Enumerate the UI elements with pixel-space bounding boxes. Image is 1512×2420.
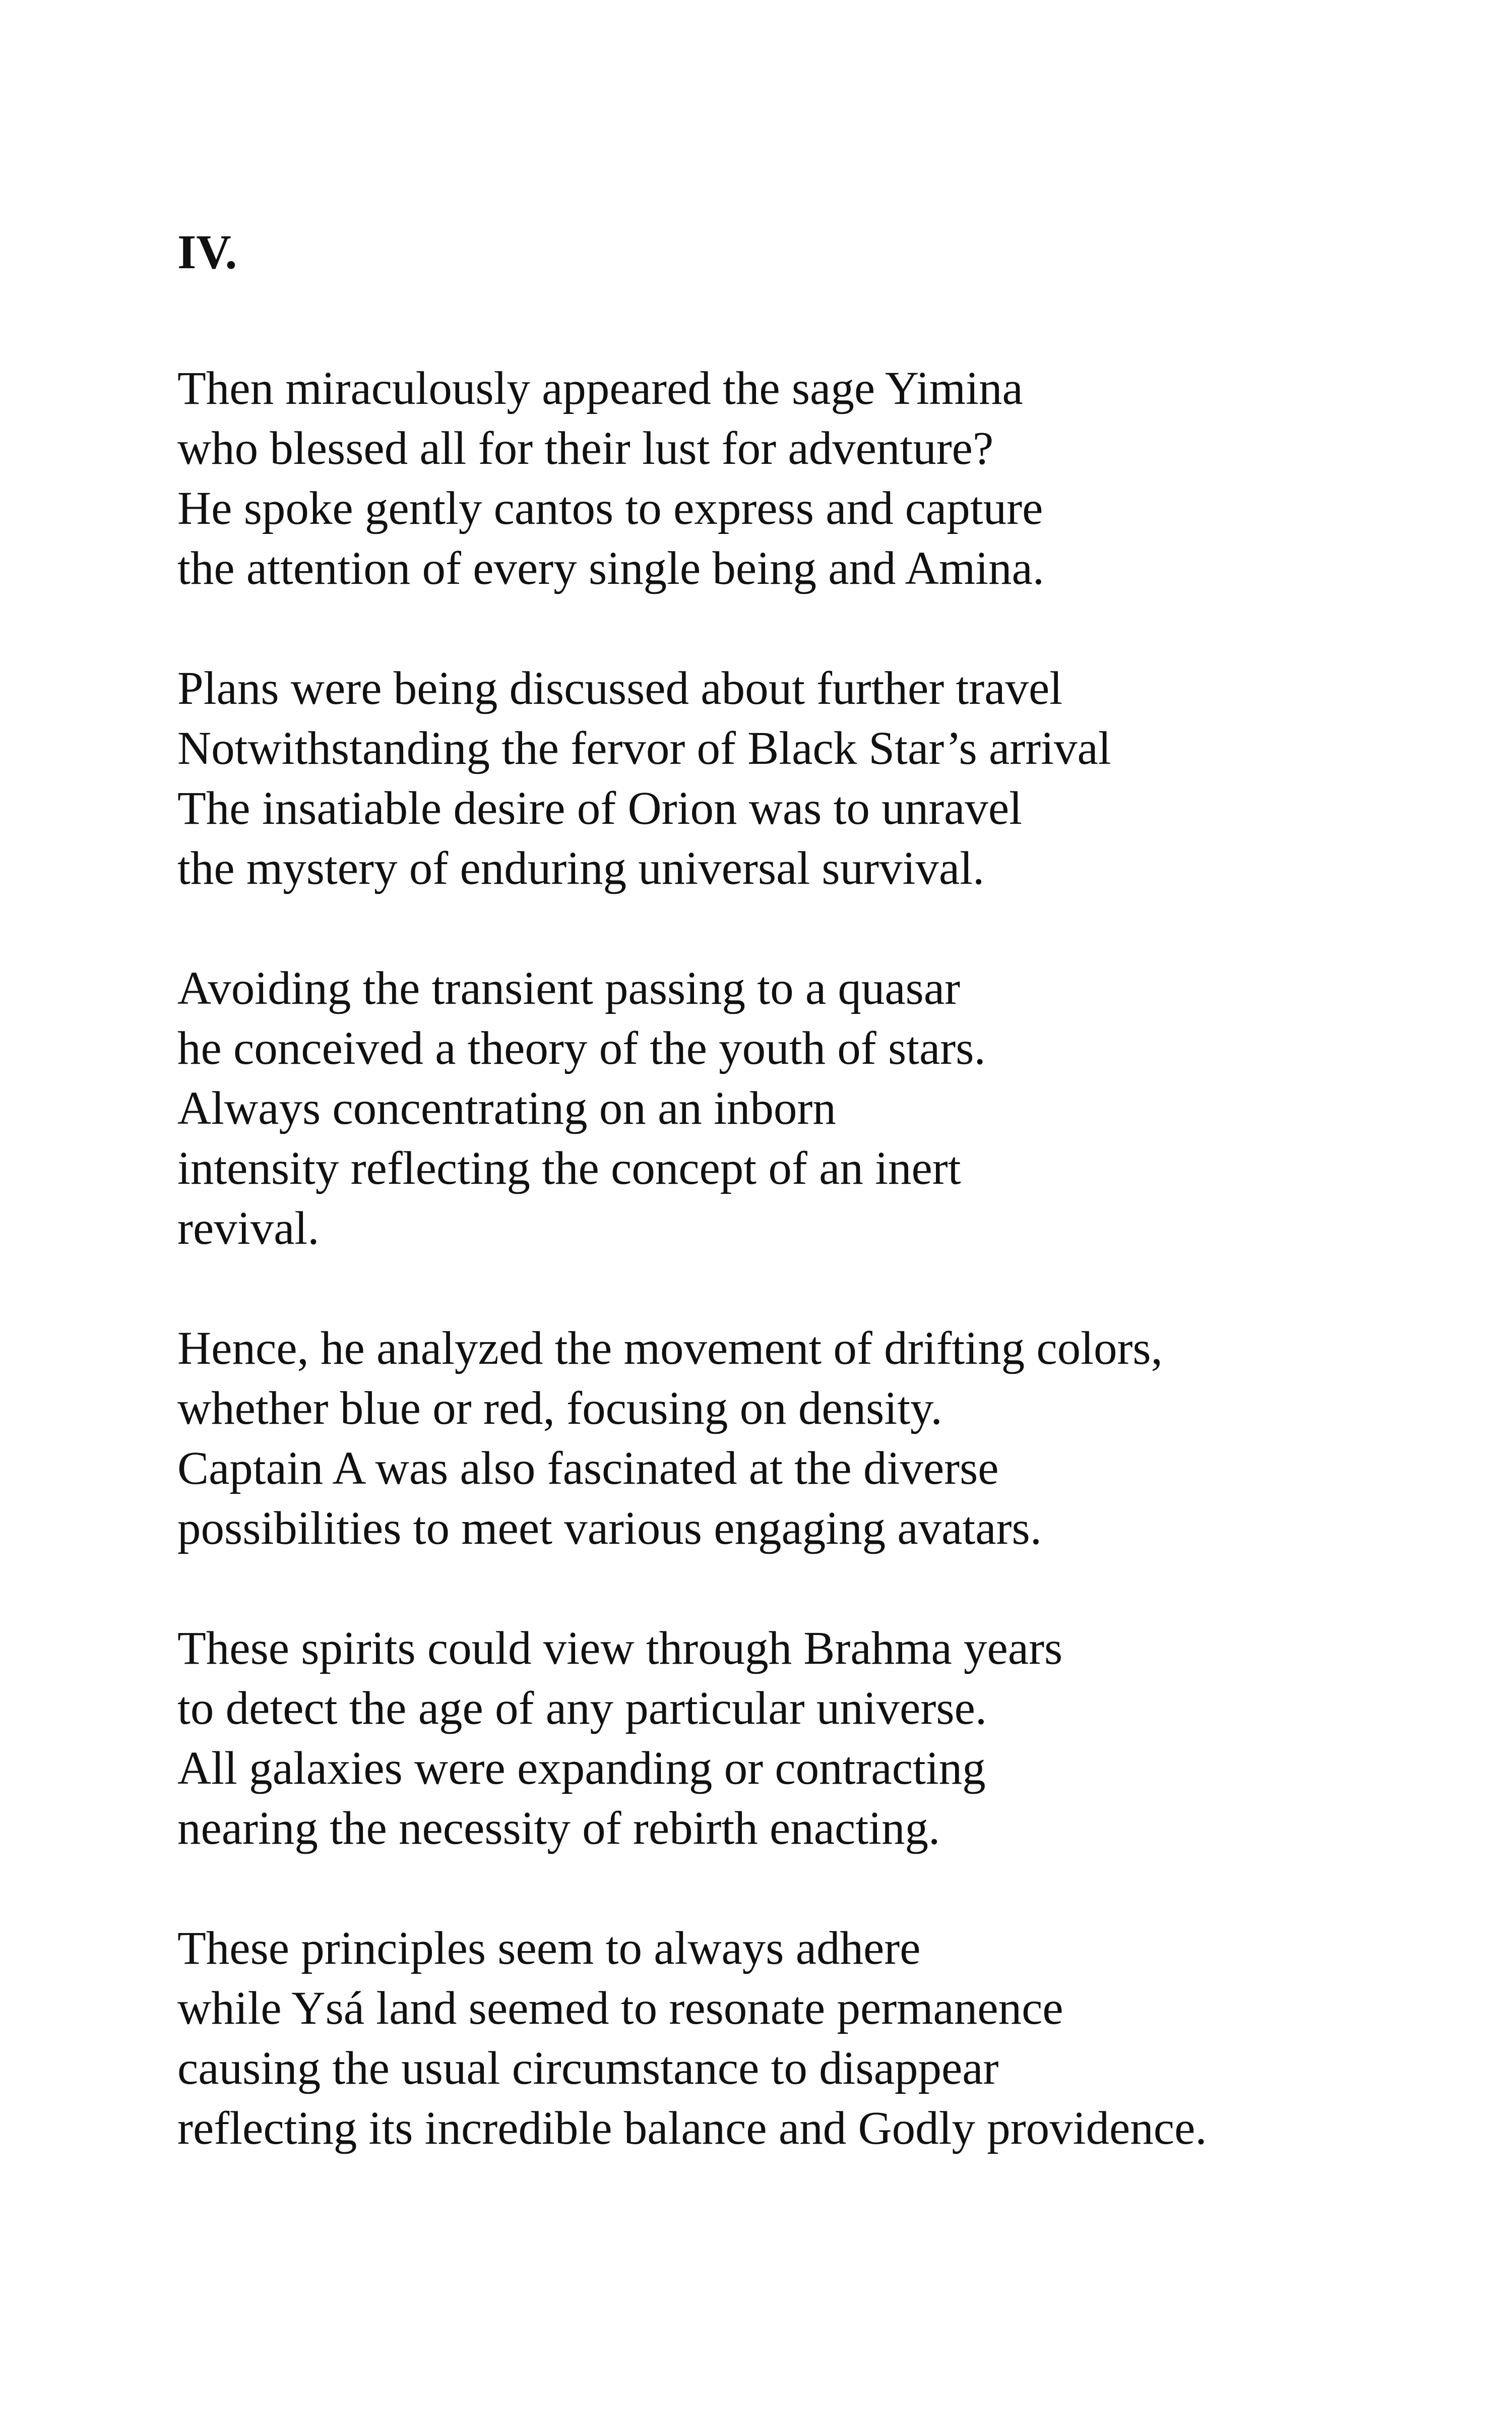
poem-line: The insatiable desire of Orion was to unravel <box>177 782 1023 834</box>
poem-line: causing the usual circumstance to disappear <box>177 2042 999 2094</box>
poem-line: he conceived a theory of the youth of stars. <box>177 1022 986 1074</box>
poem <box>177 222 1468 2158</box>
poem-line: nearing the necessity of rebirth enacting. <box>177 1802 940 1854</box>
stanza <box>177 658 1468 898</box>
poem-line: These spirits could view through Brahma years <box>177 1622 1063 1674</box>
poem-line: who blessed all for their lust for adventure? <box>177 422 994 474</box>
poem-line: while Ysá land seemed to resonate permanence <box>177 1982 1063 2034</box>
poem-line: to detect the age of any particular universe. <box>177 1682 987 1734</box>
poem-line: All galaxies were expanding or contracting <box>177 1742 986 1794</box>
poem-line: the mystery of enduring universal survival. <box>177 842 985 894</box>
stanza <box>177 1618 1468 1858</box>
poem-line: reflecting its incredible balance and Godly providence. <box>177 2102 1207 2154</box>
poem-line: Captain A was also fascinated at the diverse <box>177 1442 999 1494</box>
poem-line: intensity reflecting the concept of an inert <box>177 1142 961 1194</box>
poem-line: Notwithstanding the fervor of Black Star’s arrival <box>177 722 1111 774</box>
poem-line: Then miraculously appeared the sage Yimina <box>177 362 1023 414</box>
poem-line: whether blue or red, focusing on density. <box>177 1382 942 1434</box>
poem-line: possibilities to meet various engaging avatars. <box>177 1502 1042 1554</box>
stanza <box>177 958 1468 1258</box>
poem-line: Always concentrating on an inborn <box>177 1082 836 1134</box>
poem-line: Plans were being discussed about further travel <box>177 662 1063 714</box>
poem-line: Hence, he analyzed the movement of drifting colors, <box>177 1322 1163 1374</box>
poem-line: These principles seem to always adhere <box>177 1922 921 1974</box>
poem-line: He spoke gently cantos to express and capture <box>177 482 1043 534</box>
poem-line: the attention of every single being and Amina. <box>177 542 1045 594</box>
stanza <box>177 1918 1468 2158</box>
section-heading: IV. <box>177 225 237 279</box>
stanza <box>177 358 1468 598</box>
stanza <box>177 1318 1468 1558</box>
poem-line: Avoiding the transient passing to a quasar <box>177 962 961 1014</box>
stanza-list <box>177 358 1468 2158</box>
poem-line: revival. <box>177 1202 320 1254</box>
